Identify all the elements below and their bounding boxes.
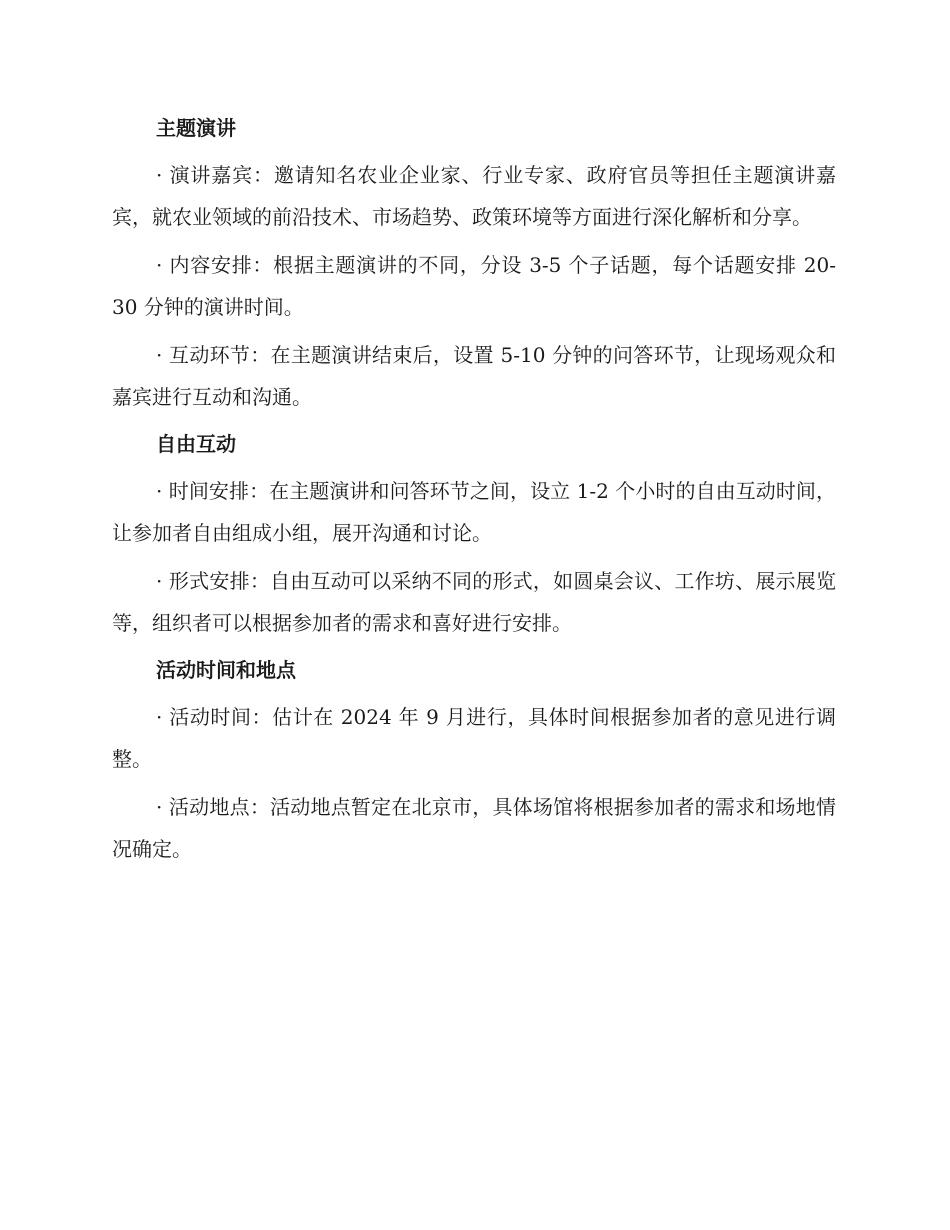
paragraph: · 形式安排：自由互动可以采纳不同的形式，如圆桌会议、工作坊、展示展览等，组织者可以根据参加者的需求和喜好进行安排。 xyxy=(112,569,836,635)
section-time-location xyxy=(112,650,836,870)
paragraph: · 演讲嘉宾：邀请知名农业企业家、行业专家、政府官员等担任主题演讲嘉宾，就农业领域的前沿技术、市场趋势、政策环境等方面进行深化解析和分享。 xyxy=(112,163,836,229)
section-heading: 主题演讲 xyxy=(156,116,236,140)
paragraph: · 活动地点：活动地点暂定在北京市，具体场馆将根据参加者的需求和场地情况确定。 xyxy=(112,795,836,861)
section-heading: 活动时间和地点 xyxy=(156,658,296,682)
section-heading: 自由互动 xyxy=(156,432,236,456)
section-free-interaction xyxy=(112,424,836,644)
document-page xyxy=(112,108,836,876)
paragraph: · 时间安排：在主题演讲和问答环节之间，设立 1-2 个小时的自由互动时间，让参加者自由组成小组，展开沟通和讨论。 xyxy=(112,479,836,545)
paragraph: · 互动环节：在主题演讲结束后，设置 5-10 分钟的问答环节，让现场观众和嘉宾进行互动和沟通。 xyxy=(112,343,836,409)
section-keynote xyxy=(112,108,836,418)
paragraph: · 活动时间：估计在 2024 年 9 月进行，具体时间根据参加者的意见进行调整。 xyxy=(112,705,836,771)
paragraph: · 内容安排：根据主题演讲的不同，分设 3-5 个子话题，每个话题安排 20-30 分钟的演讲时间。 xyxy=(112,253,836,319)
